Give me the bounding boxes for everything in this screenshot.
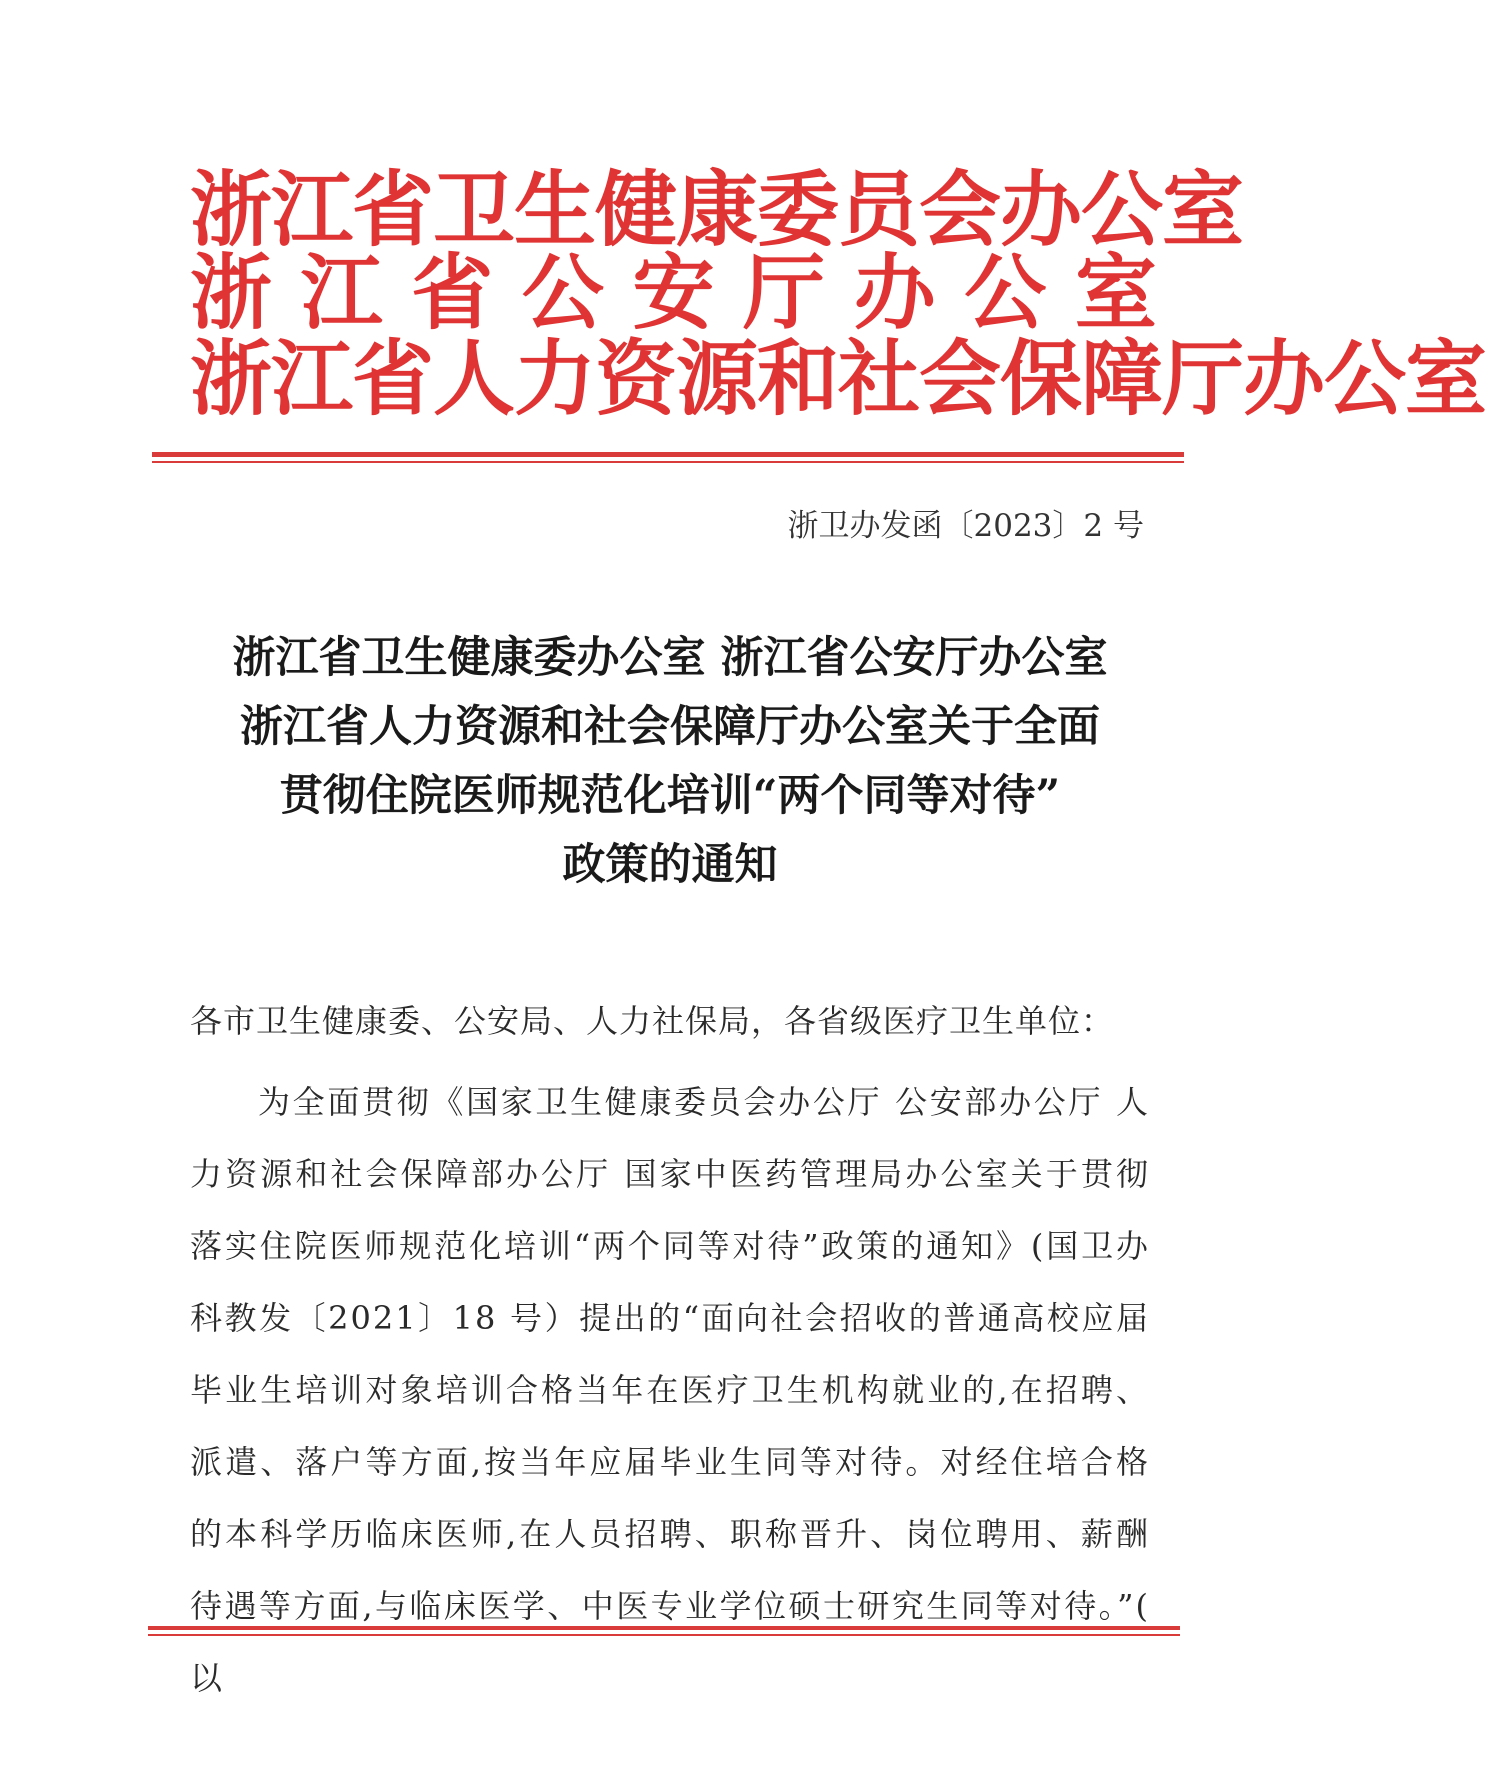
document-title-line-1: 浙江省卫生健康委办公室 浙江省公安厅办公室 — [232, 633, 1108, 683]
header-divider-thick — [152, 452, 1184, 457]
document-title-line-2: 浙江省人力资源和社会保障厅办公室关于全面 — [240, 702, 1100, 752]
header-char: 公 — [521, 245, 603, 341]
header-char: 省 — [411, 245, 493, 341]
body-paragraph: 为全面贯彻《国家卫生健康委员会办公厅 公安部办公厅 人力资源和社会保障部办公厅 国家中医药管理局办公室关于贯彻落实住院医师规范化培训“两个同等对待”政策的通知》(国卫办科教发〔2021〕18 号）提出的“面向社会招收的普通高校应届毕业生培训对象培训合格当年在医疗卫生机构就业的,在招聘、派遣、落户等方面,按当年应届毕业生同等对待。对经住培合格的本科学历临床医师,在人员招聘、职称晋升、岗位聘用、薪酬待遇等方面,与临床医学、中医专业学位硕士研究生同等对待。”( 以 — [190, 1083, 1150, 1697]
footer-divider-thin — [148, 1634, 1180, 1636]
document-number: 浙卫办发函〔2023〕2 号 — [787, 508, 1144, 544]
footer-divider-thick — [148, 1626, 1180, 1630]
document-title-line-4: 政策的通知 — [562, 840, 778, 890]
header-char: 室 — [1074, 245, 1156, 341]
header-char: 安 — [632, 245, 714, 341]
header-agency-health: 浙江省卫生健康委员会办公室 — [190, 162, 1244, 258]
header-agency-public-security — [190, 245, 1156, 341]
salutation: 各市卫生健康委、公安局、人力社保局，各省级医疗卫生单位： — [190, 1002, 1115, 1040]
header-char: 公 — [964, 245, 1046, 341]
header-char: 江 — [300, 245, 382, 341]
header-char: 办 — [853, 245, 935, 341]
header-char: 浙 — [190, 245, 272, 341]
header-agency-hr-social-security: 浙江省人力资源和社会保障厅办公室 — [190, 331, 1486, 427]
header-char: 厅 — [743, 245, 825, 341]
document-title-line-3: 贯彻住院医师规范化培训“两个同等对待” — [279, 771, 1061, 821]
header-divider-thin — [152, 461, 1184, 463]
